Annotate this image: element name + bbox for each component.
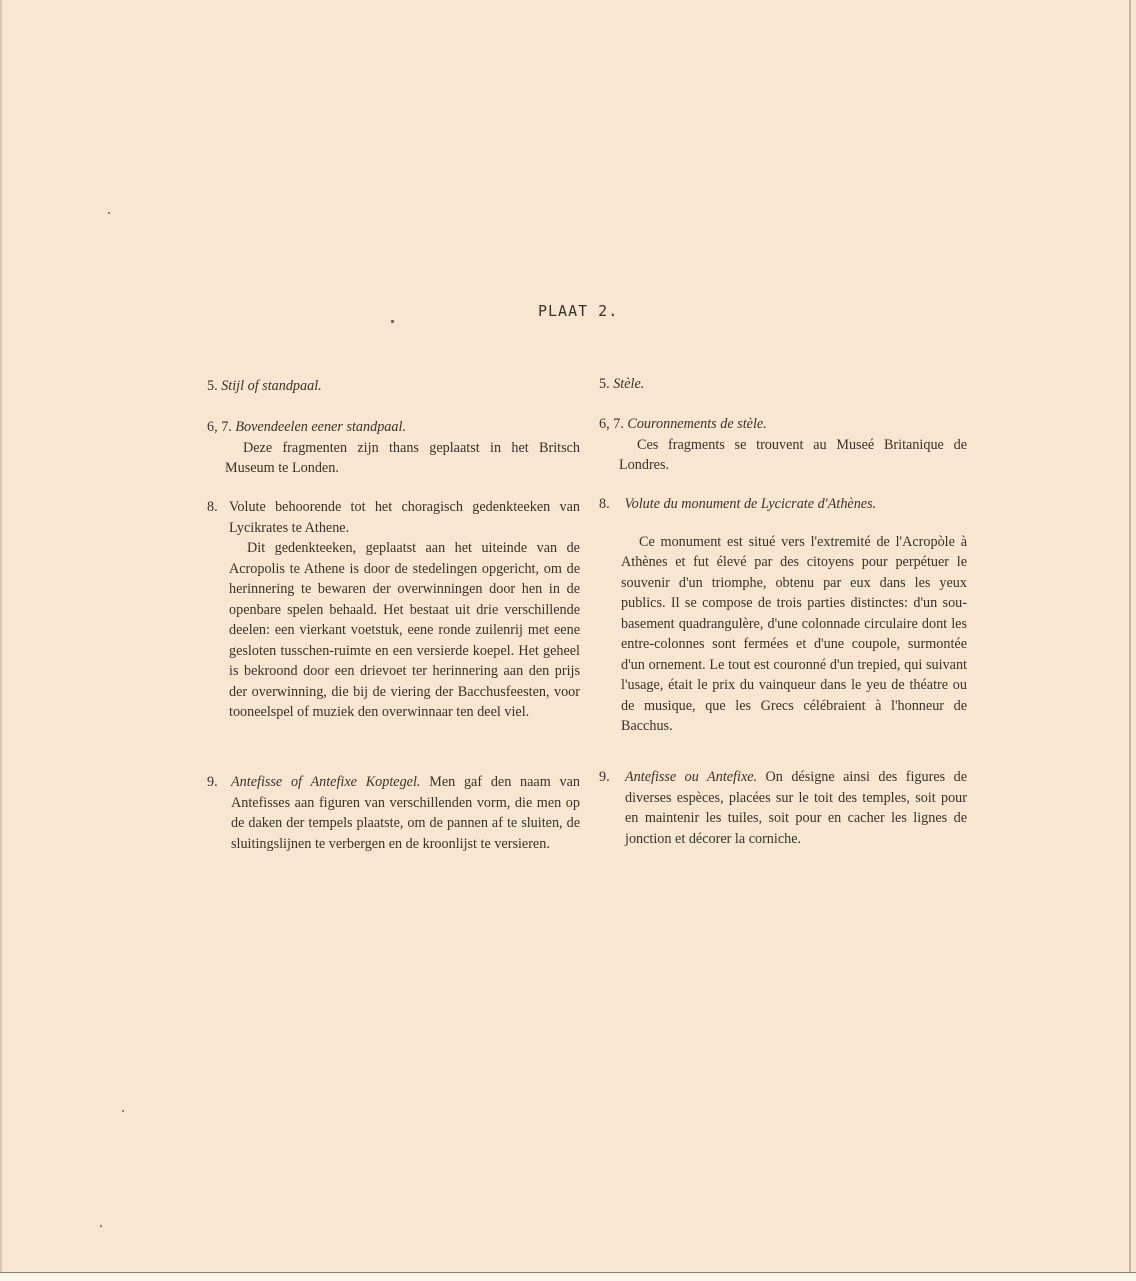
item-number: 5. [599, 376, 610, 392]
item-text-content: Ce monument est situé vers l'extremité de l'Acropòle à Athènes et fut élevé par des citoyens pour perpétuer le souvenir d'un triomphe, obtenu par eux dans les yeux publics. Il se compose de trois parties distinctes: d'un sou-basement quadrangulère, d'une colonnade circulaire dont les entre-colonnes sont fermées et d'une coupole, surmontée d'un ornement. Le tout est couronné d'un trepied, qui suivant l'usage, était le prix du vainqueur dans le yeu de théatre ou de musique, que les Grecs célébraient à l'honneur de Bacchus. [621, 533, 967, 734]
item-title: Stèle. [613, 376, 645, 392]
speck [122, 1110, 124, 1112]
item-number: 9. [207, 774, 218, 790]
item-title: Antefisse of Antefixe Koptegel. [231, 774, 421, 790]
page-left-edge [0, 0, 2, 1272]
item-number: 6, 7. [207, 419, 232, 435]
item-number: 8. [207, 499, 218, 515]
item-text [599, 435, 967, 476]
speck [100, 1225, 102, 1227]
item-text-content: Dit gedenkteeken, geplaatst aan het uiteinde van de Acropolis te Athene is door de stedelingen opgericht, om de herinnering te bewaren der overwinningen door hen in de openbare spelen behaald. Het bestaat uit drie verschillende deelen: een vierkant voetstuk, eene ronde zuilenrij met eene gesloten tusschen-ruimte en een versierde koepel. Het geheel is bekroond door een drievoet ter herinnering aan den prijs der overwinning, die bij de viering der Bacchusfeesten, voor tooneelspel of muziek den overwinnaar ten deel viel. [229, 540, 580, 720]
dutch-item-8 [207, 497, 580, 723]
item-title: Volute behoorende tot het choragisch gedenkteeken van Lycikrates te Athene. [229, 499, 580, 536]
item-text: Men gaf den naam van Antefisses aan figuren van verschillenden vorm, die men op de daken der tempels plaatste, om de pannen af te sluiten, de sluitingslijnen te verbergen en de kroonlijst te versieren. [231, 774, 580, 852]
item-text [207, 438, 580, 479]
french-item-8 [599, 494, 967, 737]
dutch-item-5 [207, 376, 580, 397]
item-title: Volute du monument de Lycicrate d'Athènes. [624, 496, 877, 512]
item-text [207, 538, 580, 723]
speck [391, 320, 394, 323]
item-text-content: Deze fragmenten zijn thans geplaatst in het Britsch Museum te Londen. [225, 439, 580, 476]
item-number: 5. [207, 378, 218, 394]
french-item-6-7 [599, 414, 967, 476]
item-text-content: Ces fragments se trouvent au Museé Britanique de Londres. [619, 436, 967, 473]
dutch-item-6-7 [207, 417, 580, 479]
item-title: Couronnements de stèle. [627, 416, 767, 432]
french-item-9 [599, 767, 967, 849]
item-number: 6, 7. [599, 416, 624, 432]
plate-title: PLAAT 2. [538, 302, 619, 320]
dutch-item-9 [207, 772, 580, 854]
french-item-5 [599, 374, 967, 395]
item-number: 8. [599, 496, 610, 512]
item-title: Antefisse ou Antefixe. [625, 769, 758, 785]
item-text [599, 532, 967, 737]
item-text: On désigne ainsi des figures de diverses espèces, placées sur le toit des temples, soit pour en maintenir les tuiles, soit pour en cacher les lignes de jonction et décorer la corniche. [625, 769, 967, 847]
item-number: 9. [599, 769, 610, 785]
item-title: Bovendeelen eener standpaal. [235, 419, 406, 435]
item-title: Stijl of standpaal. [221, 378, 322, 394]
speck [108, 212, 110, 214]
